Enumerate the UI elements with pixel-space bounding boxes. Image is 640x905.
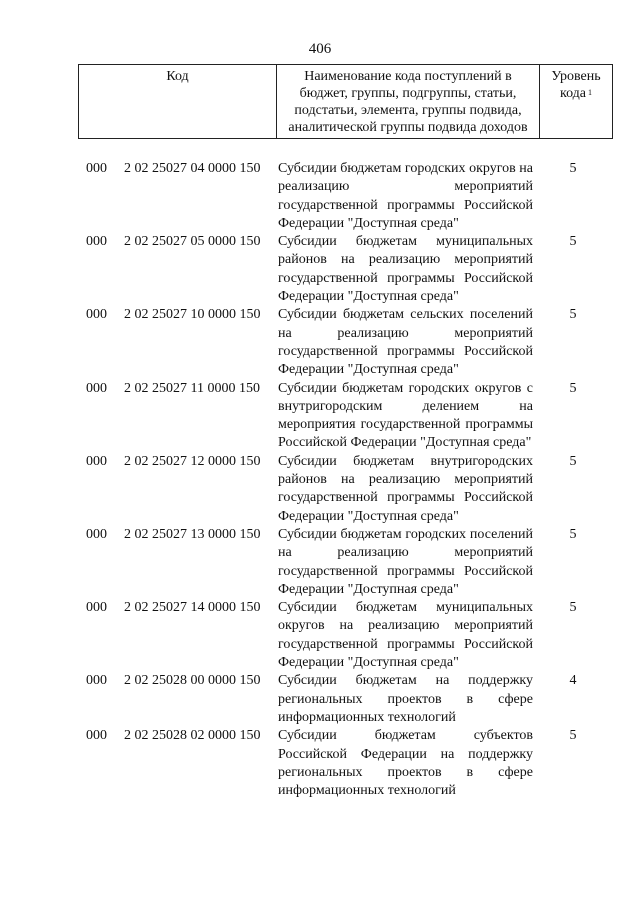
row-level: 5	[569, 728, 577, 744]
row-prefix: 000	[86, 161, 107, 176]
row-code: 2 02 25027 04 0000 150	[124, 161, 261, 176]
table-row	[78, 380, 613, 453]
row-code: 2 02 25027 12 0000 150	[124, 453, 261, 469]
row-code: 2 02 25027 14 0000 150	[124, 600, 261, 616]
row-prefix: 000	[86, 673, 107, 689]
table-row	[78, 160, 613, 233]
row-name: Субсидии бюджетам на поддержку региональных проектов в сфере информационных технологий	[278, 673, 533, 725]
table-row	[78, 453, 613, 526]
row-name: Субсидии бюджетам городских поселений на реализацию мероприятий государственной программы Российской Федерации "Доступная среда"	[278, 526, 533, 597]
row-prefix: 000	[86, 728, 107, 744]
row-code: 2 02 25028 00 0000 150	[124, 673, 261, 689]
row-level: 4	[569, 673, 577, 689]
header-name: Наименование кода поступлений в бюджет, группы, подгруппы, статьи, подстатьи, элемента, группы подвида, аналитической группы подвида доходов	[277, 65, 540, 138]
row-prefix: 000	[86, 307, 107, 323]
row-prefix: 000	[86, 234, 107, 250]
row-name: Субсидии бюджетам муниципальных округов на реализацию мероприятий государственной программы Российской Федерации "Доступная среда"	[278, 600, 533, 671]
row-level: 5	[569, 600, 577, 616]
row-code: 2 02 25028 02 0000 150	[124, 728, 261, 744]
header-code: Код	[79, 65, 277, 138]
header-level	[540, 65, 612, 138]
table-header	[78, 64, 613, 139]
row-level: 5	[569, 161, 577, 176]
row-code: 2 02 25027 05 0000 150	[124, 234, 261, 250]
table-row	[78, 526, 613, 599]
row-name: Субсидии бюджетам внутригородских районов на реализацию мероприятий государственной программы Российской Федерации "Доступная среда"	[278, 453, 533, 524]
row-code: 2 02 25027 10 0000 150	[124, 307, 261, 323]
header-level-label: Уровень кода	[551, 69, 601, 101]
row-name: Субсидии бюджетам субъектов Российской Федерации на поддержку региональных проектов в сфере информационных технологий	[278, 728, 533, 799]
table-row	[78, 306, 613, 379]
row-level: 5	[569, 380, 577, 396]
table-row	[78, 599, 613, 672]
row-level: 5	[569, 453, 577, 469]
row-level: 5	[569, 307, 577, 323]
table-body	[78, 160, 613, 800]
row-prefix: 000	[86, 453, 107, 469]
table-row	[78, 233, 613, 306]
row-name: Субсидии бюджетам муниципальных районов на реализацию мероприятий государственной программы Российской Федерации "Доступная среда"	[278, 234, 533, 305]
page-number: 406	[308, 41, 332, 57]
row-name: Субсидии бюджетам городских округов на реализацию мероприятий государственной программы Российской Федерации "Доступная среда"	[278, 161, 533, 231]
row-code: 2 02 25027 13 0000 150	[124, 526, 261, 542]
row-name: Субсидии бюджетам городских округов с внутригородским делением на мероприятия государственной программы Российской Федерации "Доступная среда"	[278, 380, 533, 451]
row-level: 5	[569, 526, 577, 542]
row-prefix: 000	[86, 526, 107, 542]
table-row	[78, 727, 613, 800]
row-prefix: 000	[86, 380, 107, 396]
header-level-footnote: 1	[588, 88, 593, 97]
row-prefix: 000	[86, 600, 107, 616]
row-level: 5	[569, 234, 577, 250]
row-name: Субсидии бюджетам сельских поселений на реализацию мероприятий государственной программы Российской Федерации "Доступная среда"	[278, 307, 533, 378]
row-code: 2 02 25027 11 0000 150	[124, 380, 260, 396]
table-row	[78, 672, 613, 727]
